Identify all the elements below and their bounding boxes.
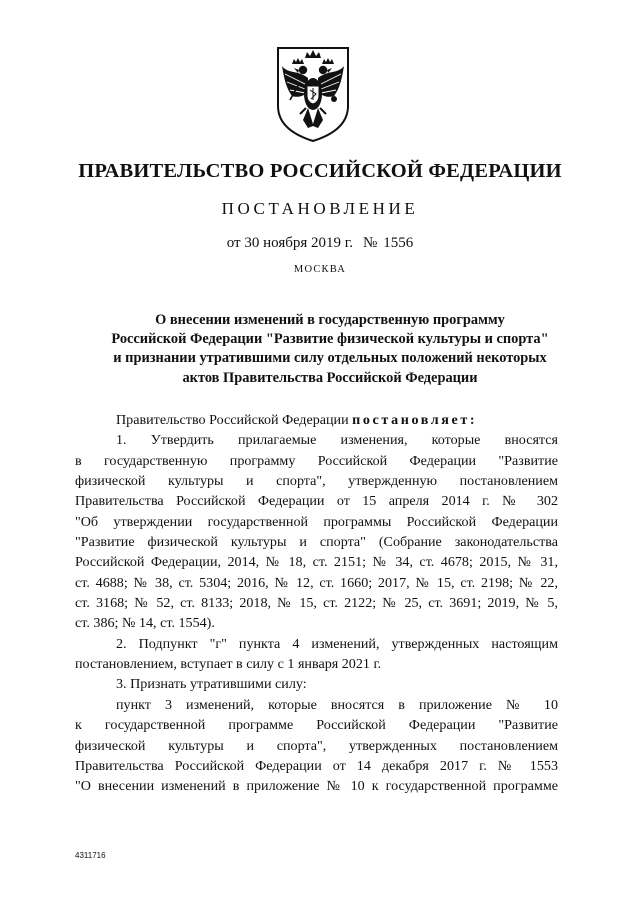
body-line: Правительства Российской Федерации от 14 декабря 2017 г. № 1553 (75, 757, 558, 774)
body-line: Российской Федерации, 2014, № 18, ст. 2151; № 34, ст. 4678; 2015, № 31, (75, 554, 558, 571)
body-line: физической культуры и спорта", утвержденную постановлением (75, 473, 558, 490)
body-line: "Об утверждении государственной программы Российской Федерации (75, 513, 558, 530)
body-line: "Развитие физической культуры и спорта" (Собрание законодательства (75, 534, 558, 551)
decree-word: постановляет: (352, 412, 478, 428)
document-subject (60, 311, 600, 388)
document-number: 1556 (383, 235, 414, 251)
subject-line: актов Правительства Российской Федерации (182, 369, 478, 386)
body-line: 2. Подпункт "г" пункта 4 изменений, утвержденных настоящим (116, 635, 558, 652)
number-sign: № (362, 235, 378, 251)
body-line: 3. Признать утратившими силу: (116, 676, 307, 693)
issue-city: МОСКВА (293, 264, 347, 275)
document-date: от 30 ноября 2019 г. (226, 235, 353, 251)
government-title: ПРАВИТЕЛЬСТВО РОССИЙСКОЙ ФЕДЕРАЦИИ (78, 160, 562, 182)
preamble (75, 410, 558, 430)
body-line: пункт 3 изменений, которые вносятся в приложение № 10 (116, 696, 558, 713)
document-date-line (0, 235, 640, 252)
body-line: "О внесении изменений в приложение № 10 к государственной программе (75, 778, 558, 795)
coat-of-arms-emblem (272, 44, 354, 144)
body-line: ст. 386; № 14, ст. 1554). (75, 615, 215, 632)
document-body (75, 410, 558, 797)
body-line: ст. 4688; № 38, ст. 5304; 2016, № 12, ст. 1660; 2017, № 15, ст. 2198; № 22, (75, 574, 558, 591)
body-line: 1. Утвердить прилагаемые изменения, которые вносятся (116, 432, 558, 449)
subject-line: О внесении изменений в государственную программу (155, 312, 505, 328)
subject-line: и признании утратившими силу отдельных положений некоторых (113, 350, 547, 367)
subject-line: Российской Федерации "Развитие физической культуры и спорта" (111, 331, 549, 348)
body-line: ст. 3168; № 52, ст. 8133; 2018, № 15, ст. 2122; № 25, ст. 3691; 2019, № 5, (75, 595, 558, 612)
body-line: постановлением, вступает в силу с 1 января 2021 г. (75, 656, 382, 673)
body-line: Правительства Российской Федерации от 15 апреля 2014 г. № 302 (75, 493, 558, 510)
document-code: 4311716 (75, 851, 106, 860)
preamble-text: Правительство Российской Федерации (116, 412, 349, 428)
body-line: в государственную программу Российской Федерации "Развитие (75, 452, 558, 469)
document-type: ПОСТАНОВЛЕНИЕ (221, 199, 419, 218)
body-line: физической культуры и спорта", утвержденных постановлением (75, 737, 558, 754)
body-line: к государственной программе Российской Федерации "Развитие (75, 717, 558, 734)
